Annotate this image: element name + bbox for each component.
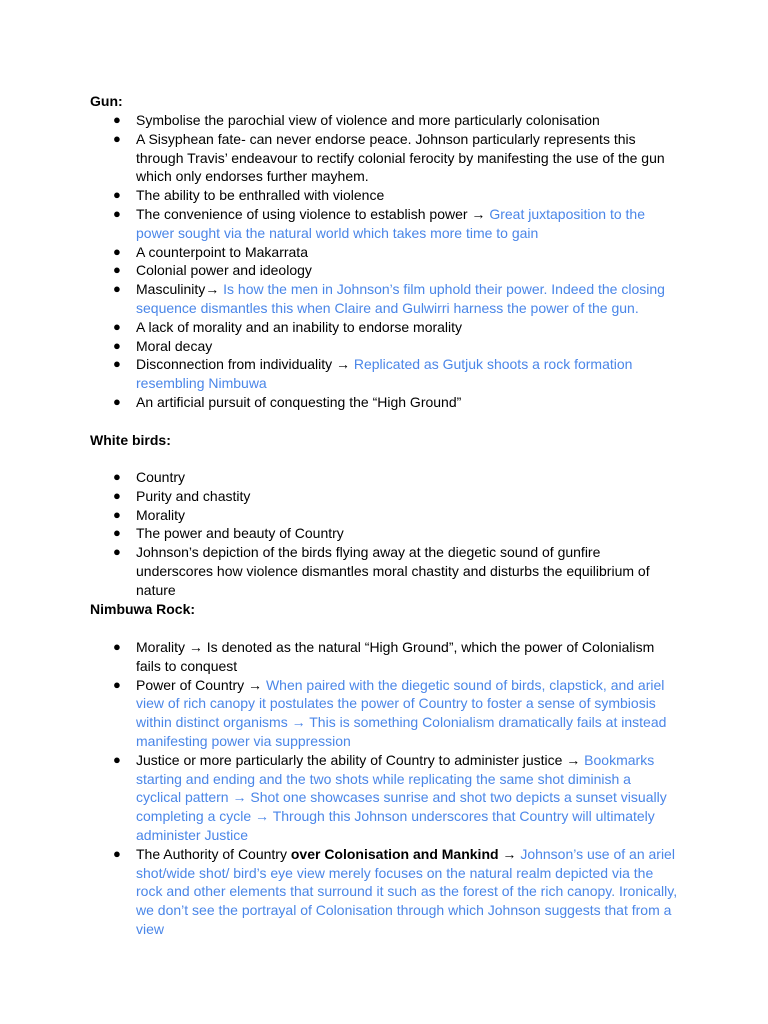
list-item: ● A Sisyphean fate- can never endorse peace. Johnson particularly represents this through Travis’ endeavour to rectify colonial ferocity by manifesting the use of the gun which only endorses further mayhem. xyxy=(113,130,665,185)
list-item: ● Moral decay xyxy=(113,337,213,354)
list-item: ● The convenience of using violence to establish power → Great juxtaposition to the power sought via the natural world which takes more time to gain xyxy=(113,205,645,241)
bullet-icon: ● xyxy=(113,262,121,278)
list-item: ● The power and beauty of Country xyxy=(113,525,344,542)
list-item: ● Morality xyxy=(113,506,186,523)
bullet-icon: ● xyxy=(113,639,121,654)
list-item: ● A counterpoint to Makarrata xyxy=(113,243,308,260)
bullet-icon: ● xyxy=(113,544,121,560)
list-item: ● Johnson’s depiction of the birds flying away at the diegetic sound of gunfire underscores how violence dismantles moral chastity and disturbs the equilibrium of nature xyxy=(113,544,650,598)
section-heading-nimbuwa-rock: Nimbuwa Rock: xyxy=(90,601,196,617)
bullet-icon: ● xyxy=(113,356,121,372)
bullet-icon: ● xyxy=(113,845,121,861)
bullet-icon: ● xyxy=(113,393,121,409)
bullet-icon: ● xyxy=(113,506,121,522)
bullet-icon: ● xyxy=(113,337,121,353)
section-heading-gun: Gun: xyxy=(90,93,123,109)
section-heading-white-birds: White birds: xyxy=(90,432,171,448)
list-item: ● Purity and chastity xyxy=(113,487,251,504)
bullet-icon: ● xyxy=(113,205,121,221)
bullet-icon: ● xyxy=(113,187,121,203)
bullet-icon: ● xyxy=(113,243,121,259)
list-item: ● Symbolise the parochial view of violence and more particularly colonisation xyxy=(113,112,600,128)
bullet-icon: ● xyxy=(113,751,121,767)
bullet-icon: ● xyxy=(113,469,121,484)
annotation-note: Is how the men in Johnson’s film uphold their power. Indeed the closing sequence dismantles this when Claire and Gulwirri harness the power of the gun. xyxy=(136,281,665,316)
list-item: ● The ability to be enthralled with violence xyxy=(113,187,385,204)
list-item: ● An artificial pursuit of conquesting the “High Ground” xyxy=(113,393,462,410)
annotation-note: When paired with the diegetic sound of birds, clapstick, and ariel view of rich canopy it postulates the power of Country to foster a sense of symbiosis within distinct organisms → This is something Colonialism dramatically fails at instead manifesting power via suppression xyxy=(136,676,667,749)
list-item: ● Justice or more particularly the ability of Country to administer justice → Bookmarks starting and ending and the two shots while replicating the same shot diminish a cyclical pattern → Shot one showcases sunrise and shot two depicts a sunset visually completing a cycle → Through this Johnson underscores that Country will ultimately administer Justice xyxy=(113,751,667,843)
annotation-note: Replicated as Gutjuk shoots a rock formation resembling Nimbuwa xyxy=(136,356,633,392)
list-item: ● Power of Country → When paired with the diegetic sound of birds, clapstick, and ariel view of rich canopy it postulates the power of Country to foster a sense of symbiosis within distinct organisms → This is something Colonialism dramatically fails at instead manifesting power via suppression xyxy=(113,676,667,749)
list-item: ● Colonial power and ideology xyxy=(113,262,312,279)
list-item: ● A lack of morality and an inability to endorse morality xyxy=(113,318,463,335)
bullet-icon: ● xyxy=(113,318,121,334)
bullet-icon: ● xyxy=(113,130,121,146)
white-birds-list xyxy=(0,468,768,600)
list-item: ● Morality → Is denoted as the natural “High Ground”, which the power of Colonialism fails to conquest xyxy=(113,639,655,674)
annotation-note: Great juxtaposition to the power sought via the natural world which takes more time to gain xyxy=(136,205,645,241)
list-item: ● The Authority of Country over Colonisation and Mankind → Johnson’s use of an ariel shot/wide shot/ bird’s eye view merely focuses on the natural realm depicted via the rock and other elements that surround it such as the forest of the rich canopy. Ironically, we don’t see the portrayal of Colonisation through which Johnson suggests that from a view xyxy=(113,845,678,937)
gun-list xyxy=(0,111,768,412)
bullet-icon: ● xyxy=(113,281,121,297)
bullet-icon: ● xyxy=(113,112,121,127)
list-item: ● Country xyxy=(113,469,186,485)
annotation-note: Bookmarks starting and ending and the two shots while replicating the same shot diminish a cyclical pattern → Shot one showcases sunrise and shot two depicts a sunset visually completing a cycle → Through this Johnson underscores that Country will ultimately administer Justice xyxy=(136,751,667,843)
list-item: ● Disconnection from individuality → Replicated as Gutjuk shoots a rock formation resembling Nimbuwa xyxy=(113,356,633,392)
bullet-icon: ● xyxy=(113,676,121,692)
bullet-icon: ● xyxy=(113,525,121,541)
nimbuwa-rock-list xyxy=(0,638,768,939)
list-item: ● Masculinity→ Is how the men in Johnson’s film uphold their power. Indeed the closing sequence dismantles this when Claire and Gulwirri harness the power of the gun. xyxy=(113,281,665,316)
annotation-note: Johnson’s use of an ariel shot/wide shot/ bird’s eye view merely focuses on the natural realm depicted via the rock and other elements that surround it such as the forest of the rich canopy. Ironically, we don’t see the portrayal of Colonisation through which Johnson suggests that from a view xyxy=(136,845,678,937)
bullet-icon: ● xyxy=(113,487,121,503)
